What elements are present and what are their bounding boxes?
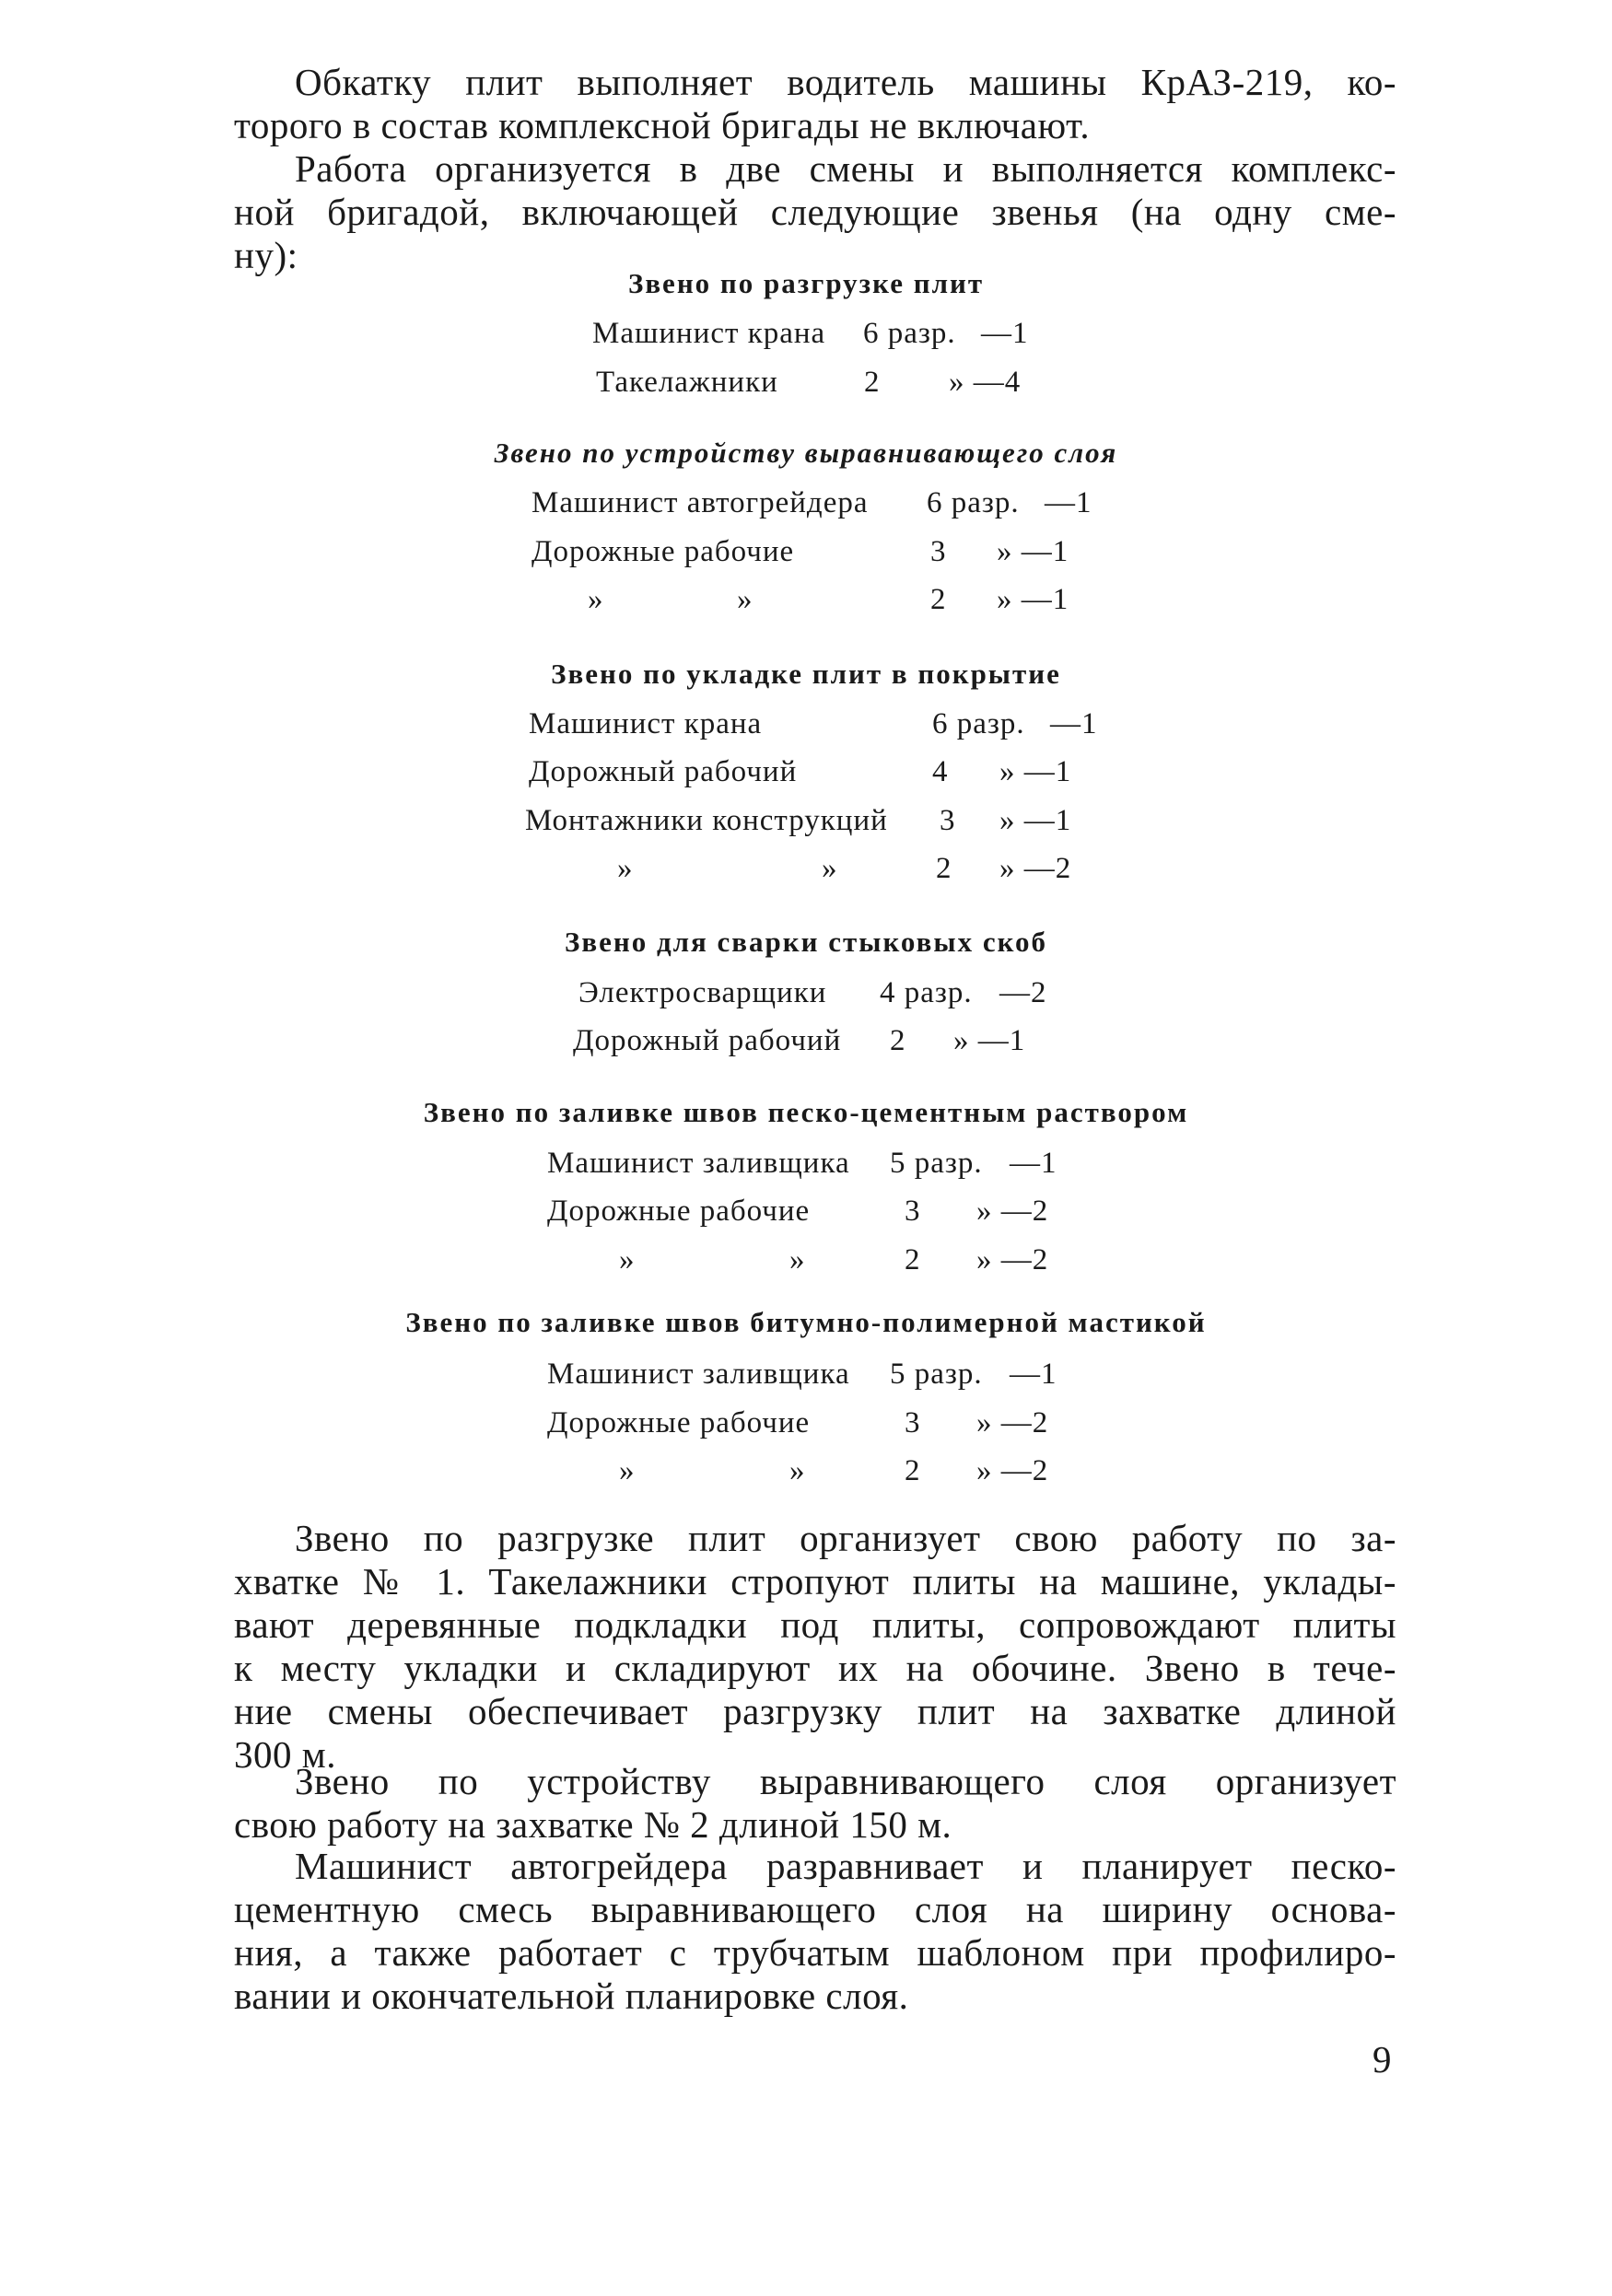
crew-role: Машинист крана xyxy=(529,707,763,740)
text-line: ние смены обеспечивает разгрузку плит на захватке длиной xyxy=(234,1690,1396,1732)
crew-role: Дорожные рабочие xyxy=(547,1406,811,1439)
crew-count: » —1 xyxy=(999,755,1072,788)
crew-role: » xyxy=(789,1243,806,1276)
page-number: 9 xyxy=(1373,2038,1392,2080)
crew-rank: 4 разр. xyxy=(880,976,973,1009)
crew-rank: 3 xyxy=(930,535,947,568)
crew-rank: 6 разр. xyxy=(863,317,956,350)
crew-count: » —2 xyxy=(976,1454,1049,1487)
crew-rank: 3 xyxy=(905,1195,921,1228)
crew-role: » xyxy=(619,1243,636,1276)
crew-rank: 2 xyxy=(890,1024,906,1057)
crew-rank: 2 xyxy=(905,1454,921,1487)
crew-rank: 6 разр. xyxy=(927,486,1020,519)
crew-rank: 2 xyxy=(905,1243,921,1276)
intro-paragraph-2 xyxy=(234,147,1396,277)
text-line: вании и окончательной планировке слоя. xyxy=(234,1975,909,2017)
crew-title-welding: Звено для сварки стыковых скоб xyxy=(564,926,1048,958)
text-line: 300 м. xyxy=(234,1733,336,1776)
text-line: хватке № 1. Такелажники стропуют плиты на машине, уклады- xyxy=(234,1560,1396,1603)
crew-count: —1 xyxy=(1010,1358,1057,1391)
text-line: Работа организуется в две смены и выполняется комплекс- xyxy=(295,147,1396,190)
crew-count: » —1 xyxy=(999,804,1072,837)
text-line: свою работу на захватке № 2 длиной 150 м. xyxy=(234,1803,952,1846)
crew-role: Машинист крана xyxy=(592,317,826,350)
crew-rank: 2 xyxy=(930,583,947,616)
crew-rank: 4 xyxy=(932,755,949,788)
crew-role: Машинист заливщика xyxy=(547,1358,850,1391)
crew-rank: 6 разр. xyxy=(932,707,1025,740)
crew-role: Машинист автогрейдера xyxy=(531,486,869,519)
body-paragraph-grader xyxy=(234,1845,1396,2018)
crew-role: » xyxy=(588,583,604,616)
crew-count: » —1 xyxy=(997,583,1069,616)
crew-rank: 5 разр. xyxy=(890,1147,983,1180)
crew-count: —2 xyxy=(999,976,1047,1009)
crew-role: » xyxy=(737,583,753,616)
crew-count: » —2 xyxy=(976,1406,1049,1439)
text-line: Звено по устройству выравнивающего слоя организует xyxy=(295,1760,1396,1802)
crew-count: » —2 xyxy=(976,1243,1049,1276)
crew-count: —1 xyxy=(1045,486,1092,519)
crew-role: » xyxy=(822,852,838,885)
crew-role: » xyxy=(789,1454,806,1487)
crew-title-unloading: Звено по разгрузке плит xyxy=(627,267,985,299)
crew-count: » —2 xyxy=(999,852,1072,885)
crew-count: —1 xyxy=(1010,1147,1057,1180)
crew-role: » xyxy=(617,852,634,885)
crew-count: » —1 xyxy=(997,535,1069,568)
text-line: Машинист автогрейдера разравнивает и планирует песко- xyxy=(295,1845,1396,1887)
body-paragraph-unloading xyxy=(234,1517,1396,1777)
crew-title-sand-cement-joints: Звено по заливке швов песко-цементным раствором xyxy=(423,1096,1189,1128)
crew-role: Дорожные рабочие xyxy=(547,1195,811,1228)
crew-role: Машинист заливщика xyxy=(547,1147,850,1180)
crew-rank: 3 xyxy=(905,1406,921,1439)
text-line: ну): xyxy=(234,234,298,276)
crew-count: » —1 xyxy=(953,1024,1026,1057)
crew-title-slab-laying: Звено по укладке плит в покрытие xyxy=(551,658,1061,690)
crew-role: Такелажники xyxy=(596,366,778,399)
crew-count: —1 xyxy=(981,317,1029,350)
text-line: ной бригадой, включающей следующие звенья (на одну сме- xyxy=(234,191,1396,233)
crew-role: Электросварщики xyxy=(578,976,827,1009)
crew-rank: 5 разр. xyxy=(890,1358,983,1391)
intro-paragraph-1 xyxy=(234,61,1396,147)
text-line: торого в состав комплексной бригады не включают. xyxy=(234,104,1091,146)
text-line: Обкатку плит выполняет водитель машины КрАЗ-219, ко- xyxy=(295,61,1396,103)
crew-role: Дорожные рабочие xyxy=(531,535,795,568)
crew-role: » xyxy=(619,1454,636,1487)
crew-count: » —2 xyxy=(976,1195,1049,1228)
crew-title-leveling-layer: Звено по устройству выравнивающего слоя xyxy=(494,437,1118,469)
crew-role: Дорожный рабочий xyxy=(573,1024,842,1057)
text-line: ния, а также работает с трубчатым шаблоном при профилиро- xyxy=(234,1931,1396,1974)
crew-rank: 3 xyxy=(940,804,956,837)
crew-count: » —4 xyxy=(949,366,1022,399)
crew-count: —1 xyxy=(1050,707,1098,740)
text-line: цементную смесь выравнивающего слоя на ширину основа- xyxy=(234,1888,1396,1930)
text-line: вают деревянные подкладки под плиты, сопровождают плиты xyxy=(234,1603,1396,1646)
text-line: к месту укладки и складируют их на обочине. Звено в тече- xyxy=(234,1647,1396,1689)
crew-rank: 2 xyxy=(936,852,952,885)
text-line: Звено по разгрузке плит организует свою работу по за- xyxy=(295,1517,1396,1559)
crew-rank: 2 xyxy=(864,366,881,399)
crew-title-bitumen-joints: Звено по заливке швов битумно-полимерной мастикой xyxy=(405,1306,1207,1338)
crew-role: Дорожный рабочий xyxy=(529,755,798,788)
body-paragraph-leveling xyxy=(234,1760,1396,1847)
crew-role: Монтажники конструкций xyxy=(525,804,888,837)
